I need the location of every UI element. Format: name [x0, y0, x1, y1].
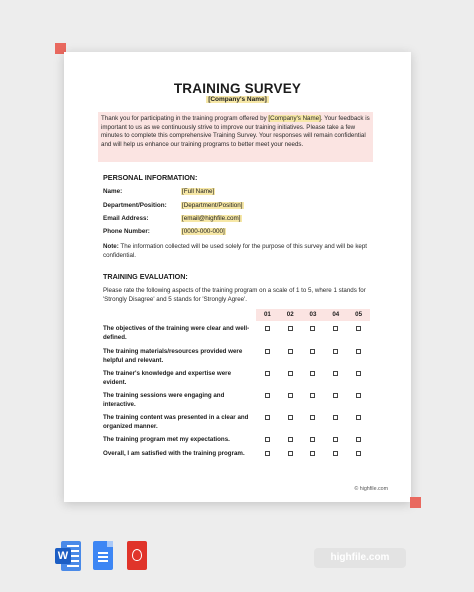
question-text: The training sessions were engaging and interactive.: [103, 392, 225, 408]
scale-label-2: 02: [286, 311, 294, 318]
rating-checkbox-5[interactable]: [356, 437, 361, 442]
scale-label-4: 04: [332, 311, 340, 318]
rating-checkbox-2[interactable]: [288, 451, 293, 456]
rating-checkbox-5[interactable]: [356, 371, 361, 376]
rating-checkbox-3[interactable]: [310, 415, 315, 420]
department-label: Department/Position:: [103, 202, 167, 209]
document-credit: © highfile.com: [354, 486, 388, 492]
rating-options: [256, 371, 370, 376]
rating-checkbox-1[interactable]: [265, 451, 270, 456]
rating-checkbox-5[interactable]: [356, 451, 361, 456]
rating-checkbox-1[interactable]: [265, 415, 270, 420]
department-field[interactable]: [Department/Position]: [182, 202, 243, 209]
rating-checkbox-3[interactable]: [310, 326, 315, 331]
rating-checkbox-5[interactable]: [356, 415, 361, 420]
rating-checkbox-5[interactable]: [356, 393, 361, 398]
document-title: TRAINING SURVEY: [173, 81, 302, 96]
highfile-brand-badge[interactable]: highfile.com: [314, 548, 406, 568]
rating-checkbox-1[interactable]: [265, 393, 270, 398]
phone-field[interactable]: [0000-000-000]: [182, 228, 225, 235]
name-label: Name:: [103, 188, 123, 195]
confidentiality-note: [103, 242, 373, 260]
rating-checkbox-4[interactable]: [333, 371, 338, 376]
rating-checkbox-4[interactable]: [333, 349, 338, 354]
rating-options: [256, 393, 370, 398]
rating-checkbox-1[interactable]: [265, 371, 270, 376]
scale-label-3: 03: [309, 311, 317, 318]
rating-options: [256, 437, 370, 442]
company-name-placeholder: [64, 96, 411, 103]
rating-checkbox-2[interactable]: [288, 326, 293, 331]
note-text: The information collected will be used solely for the purpose of this survey and will be kept confidential.: [103, 243, 368, 259]
phone-label: Phone Number:: [103, 228, 150, 235]
corner-accent-bottom-right: [410, 497, 421, 508]
docs-page-fold: [107, 541, 113, 547]
question-text: The training content was presented in a clear and organized manner.: [103, 414, 249, 430]
intro-company-placeholder: [Company's Name]: [268, 115, 321, 122]
rating-checkbox-2[interactable]: [288, 437, 293, 442]
rating-checkbox-4[interactable]: [333, 393, 338, 398]
question-text: The objectives of the training were clear and well-defined.: [103, 325, 250, 341]
rating-checkbox-3[interactable]: [310, 371, 315, 376]
company-name-text: [Company's Name]: [208, 96, 267, 103]
rating-checkbox-4[interactable]: [333, 415, 338, 420]
question-text: The training program met my expectations.: [103, 436, 230, 443]
intro-paragraph: [98, 112, 373, 162]
document-page: [64, 52, 411, 502]
pdf-acrobat-glyph: [132, 549, 142, 561]
question-text: The trainer's knowledge and expertise were evident.: [103, 370, 232, 386]
email-label: Email Address:: [103, 215, 149, 222]
rating-checkbox-4[interactable]: [333, 437, 338, 442]
rating-options: [256, 415, 370, 420]
rating-checkbox-5[interactable]: [356, 349, 361, 354]
rating-options: [256, 326, 370, 331]
rating-checkbox-3[interactable]: [310, 349, 315, 354]
rating-checkbox-3[interactable]: [310, 451, 315, 456]
rating-checkbox-2[interactable]: [288, 371, 293, 376]
scale-label-5: 05: [355, 311, 363, 318]
format-icons: [55, 541, 149, 573]
rating-checkbox-3[interactable]: [310, 393, 315, 398]
rating-scale-header: [256, 309, 370, 321]
scale-label-1: 01: [263, 311, 271, 318]
rating-checkbox-5[interactable]: [356, 326, 361, 331]
rating-checkbox-2[interactable]: [288, 415, 293, 420]
rating-checkbox-1[interactable]: [265, 437, 270, 442]
training-evaluation-heading: TRAINING EVALUATION:: [103, 272, 188, 281]
name-field[interactable]: [Full Name]: [182, 188, 215, 195]
docs-text-lines: [98, 552, 108, 554]
rating-options: [256, 451, 370, 456]
rating-options: [256, 349, 370, 354]
intro-text-start: Thank you for participating in the training program offered by: [101, 115, 269, 122]
word-icon[interactable]: [55, 541, 81, 573]
pdf-icon[interactable]: [123, 541, 149, 573]
note-label: Note:: [103, 243, 119, 250]
question-text: Overall, I am satisfied with the training program.: [103, 450, 245, 457]
word-letter: W: [55, 548, 71, 564]
rating-checkbox-4[interactable]: [333, 326, 338, 331]
intro-text-end: . Your feedback is important to us as we continuously strive to improve our training initiatives. Please take a few minutes to complete this comprehensive Training Survey. Your responses will remain confidential and will help us enhance our training programs to better meet your needs.: [101, 115, 370, 148]
personal-info-heading: PERSONAL INFORMATION:: [103, 173, 198, 182]
rating-checkbox-2[interactable]: [288, 349, 293, 354]
question-text: The training materials/resources provided were helpful and relevant.: [103, 348, 243, 364]
email-field[interactable]: [email@highfile.com]: [182, 215, 241, 222]
rating-checkbox-2[interactable]: [288, 393, 293, 398]
evaluation-instructions: Please rate the following aspects of the training program on a scale of 1 to 5, where 1 stands for 'Strongly Disagree' and 5 stands for 'Strongly Agree'.: [103, 287, 366, 303]
rating-checkbox-4[interactable]: [333, 451, 338, 456]
rating-checkbox-1[interactable]: [265, 349, 270, 354]
rating-checkbox-1[interactable]: [265, 326, 270, 331]
rating-checkbox-3[interactable]: [310, 437, 315, 442]
google-docs-icon[interactable]: [89, 541, 115, 573]
